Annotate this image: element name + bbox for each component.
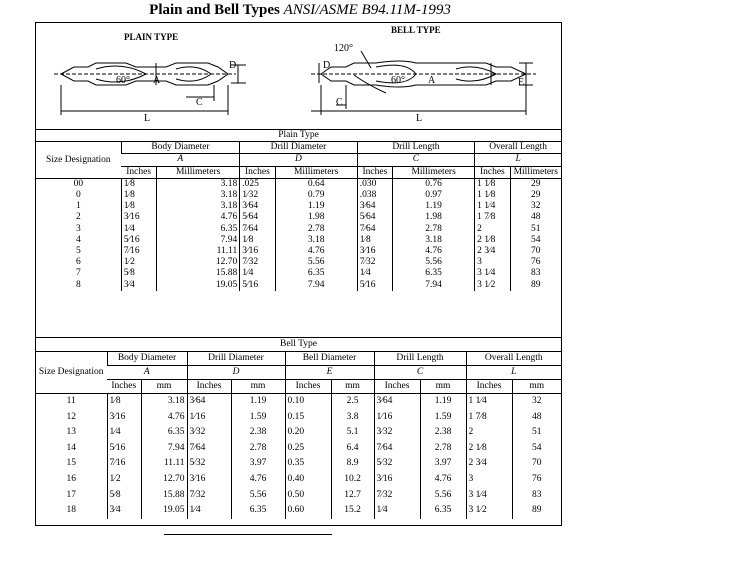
size-cell: 14 <box>66 442 76 453</box>
table-cell: 1.19 <box>393 201 475 212</box>
table-cell: 7⁄64 <box>240 224 275 235</box>
bell-group-header: Body Diameter <box>107 352 187 366</box>
table-cell: 2 1⁄8 <box>475 235 510 246</box>
table-cell: 6.35 <box>157 224 240 235</box>
bell-letter-header: D <box>187 366 285 380</box>
table-cell: 32 <box>512 394 561 410</box>
table-cell: 12.7 <box>331 488 374 504</box>
table-cell: 7.94 <box>157 235 240 246</box>
size-cell: 15 <box>66 458 76 469</box>
table-cell: 83 <box>510 268 561 279</box>
table-cell: 89 <box>512 503 561 519</box>
table-cell: 12.70 <box>157 257 240 268</box>
plain-group-header: Drill Length <box>357 142 474 154</box>
table-cell: 5⁄16 <box>107 441 141 457</box>
table-row <box>36 201 561 212</box>
table-cell: 7.94 <box>141 441 187 457</box>
table-cell: 1.98 <box>275 212 357 223</box>
table-cell: 4.76 <box>157 212 240 223</box>
plain-letter-header: L <box>475 154 561 166</box>
table-cell: 6.35 <box>275 268 357 279</box>
table-cell: 4.76 <box>275 246 357 257</box>
plain-letter-d: D <box>229 60 237 71</box>
bell-type-label: BELL TYPE <box>391 25 441 35</box>
table-cell: 5⁄32 <box>374 456 420 472</box>
plain-unit-header: Inches <box>357 166 392 178</box>
table-cell: 1⁄4 <box>374 503 420 519</box>
table-cell: 1⁄4 <box>357 268 392 279</box>
table-cell: 7.94 <box>275 280 357 291</box>
size-cell: 11 <box>66 396 76 406</box>
table-cell: 0.60 <box>285 503 331 519</box>
bell-letter-header: C <box>374 366 466 380</box>
table-row <box>36 235 561 246</box>
table-row <box>36 503 561 519</box>
plain-group-header: Drill Diameter <box>240 142 357 154</box>
table-cell: 5.56 <box>420 488 466 504</box>
plain-unit-header: Millimeters <box>157 166 240 178</box>
table-cell: 76 <box>510 257 561 268</box>
table-cell: 51 <box>512 425 561 441</box>
bell-top-angle-label: 120° <box>334 43 353 54</box>
bell-unit-header: Inches <box>466 380 512 394</box>
table-cell: 1⁄8 <box>121 178 156 190</box>
table-cell: 1⁄2 <box>121 257 156 268</box>
table-cell: 2.78 <box>275 224 357 235</box>
table-cell: 2 3⁄4 <box>475 246 510 257</box>
bell-type-table <box>36 337 561 519</box>
table-cell: 7⁄32 <box>357 257 392 268</box>
size-cell: 0 <box>75 190 81 201</box>
table-cell: 0.35 <box>285 456 331 472</box>
plain-size-header: Size Designation <box>36 142 121 179</box>
table-cell: 3⁄4 <box>107 503 141 519</box>
table-cell: .038 <box>357 190 392 201</box>
table-cell: 1⁄2 <box>107 472 141 488</box>
plain-unit-header: Inches <box>475 166 510 178</box>
table-cell: 5⁄16 <box>240 280 275 291</box>
table-cell: 48 <box>512 410 561 426</box>
size-cell: 3 <box>75 223 81 234</box>
table-cell: 3⁄16 <box>374 472 420 488</box>
size-cell: 2 <box>75 212 81 223</box>
table-cell: 76 <box>512 472 561 488</box>
table-cell: 0.64 <box>275 178 357 190</box>
table-cell: 1⁄4 <box>107 425 141 441</box>
table-cell: 1⁄8 <box>107 394 141 410</box>
bell-angle-label: 60° <box>391 75 405 86</box>
page-title <box>0 2 600 19</box>
table-cell: 1⁄16 <box>374 410 420 426</box>
plain-section-header <box>36 130 561 142</box>
title-main: Plain and Bell Types <box>149 2 280 18</box>
table-cell: 8.9 <box>331 456 374 472</box>
table-cell: 5⁄64 <box>357 212 392 223</box>
table-row <box>36 224 561 235</box>
table-cell: 1⁄4 <box>187 503 231 519</box>
table-cell: 3⁄16 <box>187 472 231 488</box>
table-row <box>36 394 561 410</box>
table-cell: 2.38 <box>420 425 466 441</box>
footer-rule <box>164 534 332 535</box>
table-cell: 7⁄16 <box>121 246 156 257</box>
size-cell: 00 <box>73 178 84 189</box>
table-row <box>36 178 561 190</box>
table-cell: 3⁄16 <box>107 410 141 426</box>
table-cell: 3 <box>475 257 510 268</box>
plain-group-header: Body Diameter <box>121 142 240 154</box>
plain-unit-header: Inches <box>240 166 275 178</box>
table-cell: 1.98 <box>393 212 475 223</box>
table-cell: 2.78 <box>393 224 475 235</box>
bell-group-header: Drill Length <box>374 352 466 366</box>
table-row <box>36 268 561 279</box>
table-cell: 4.76 <box>141 410 187 426</box>
table-cell: 11.11 <box>157 246 240 257</box>
table-cell: 3.18 <box>157 190 240 201</box>
table-cell: 3.18 <box>275 235 357 246</box>
table-cell: 2.78 <box>420 441 466 457</box>
table-cell: 54 <box>510 235 561 246</box>
table-cell: 54 <box>512 441 561 457</box>
table-cell: 1.59 <box>231 410 285 426</box>
bell-letter-e: E <box>518 77 525 88</box>
size-cell: 17 <box>66 489 76 500</box>
table-cell: 0.50 <box>285 488 331 504</box>
table-row <box>36 246 561 257</box>
bell-letter-l: L <box>416 113 423 124</box>
table-cell: 12.70 <box>141 472 187 488</box>
table-cell: 6.35 <box>393 268 475 279</box>
table-cell: 2 <box>466 425 512 441</box>
spec-box <box>35 22 562 526</box>
plain-unit-header: Millimeters <box>393 166 475 178</box>
table-cell: 1 1⁄8 <box>475 190 510 201</box>
table-cell: 11.11 <box>141 456 187 472</box>
table-cell: 1.19 <box>231 394 285 410</box>
table-cell: 3 1⁄2 <box>475 280 510 291</box>
table-cell: 5⁄16 <box>357 280 392 291</box>
bell-group-header: Drill Diameter <box>187 352 285 366</box>
plain-unit-header: Millimeters <box>510 166 561 178</box>
table-cell: 7⁄64 <box>187 441 231 457</box>
bell-unit-header: Inches <box>107 380 141 394</box>
size-cell: 12 <box>66 411 76 422</box>
table-cell: 3⁄64 <box>187 394 231 410</box>
table-cell: 3 1⁄4 <box>466 488 512 504</box>
table-cell: 7⁄64 <box>357 224 392 235</box>
bell-group-header: Overall Length <box>466 352 561 366</box>
table-cell: 4.76 <box>231 472 285 488</box>
table-cell: 2 <box>475 224 510 235</box>
table-cell: 1 7⁄8 <box>475 212 510 223</box>
table-cell: 19.05 <box>141 503 187 519</box>
bell-unit-header: Inches <box>374 380 420 394</box>
table-cell: 5.56 <box>275 257 357 268</box>
table-cell: 5⁄8 <box>121 268 156 279</box>
bell-unit-header: mm <box>231 380 285 394</box>
table-cell: 83 <box>512 488 561 504</box>
size-cell: 13 <box>66 427 76 438</box>
size-cell: 5 <box>75 246 81 257</box>
table-cell: 2.5 <box>331 394 374 410</box>
table-cell: 3⁄64 <box>240 201 275 212</box>
table-cell: 1.59 <box>420 410 466 426</box>
table-cell: 3.18 <box>393 235 475 246</box>
table-row <box>36 280 561 291</box>
bell-section-title: Bell Type <box>36 338 561 352</box>
bell-letter-header: L <box>466 366 561 380</box>
table-cell: 4.76 <box>393 246 475 257</box>
table-cell: 6.4 <box>331 441 374 457</box>
table-row <box>36 472 561 488</box>
table-row <box>36 425 561 441</box>
table-cell: 3⁄4 <box>121 280 156 291</box>
table-cell: 1⁄32 <box>240 190 275 201</box>
plain-letter-c: C <box>196 97 203 108</box>
table-cell: 4.76 <box>420 472 466 488</box>
table-cell: 1.19 <box>420 394 466 410</box>
size-cell: 16 <box>66 473 76 484</box>
table-cell: 1 1⁄4 <box>466 394 512 410</box>
table-cell: 3 1⁄2 <box>466 503 512 519</box>
table-cell: 15.2 <box>331 503 374 519</box>
table-cell: 1 1⁄4 <box>475 201 510 212</box>
table-cell: 3 <box>466 472 512 488</box>
bell-section-header <box>36 338 561 352</box>
table-cell: 5⁄32 <box>187 456 231 472</box>
plain-letter-header: D <box>240 154 357 166</box>
plain-unit-header: Inches <box>121 166 156 178</box>
table-cell: 3.18 <box>141 394 187 410</box>
bell-unit-header: mm <box>141 380 187 394</box>
bell-unit-row <box>36 380 561 394</box>
table-cell: 7⁄16 <box>107 456 141 472</box>
table-cell: 0.79 <box>275 190 357 201</box>
table-cell: 2 3⁄4 <box>466 456 512 472</box>
plain-group-header: Overall Length <box>475 142 561 154</box>
bell-letter-a: A <box>428 75 436 86</box>
drill-diagrams <box>36 23 561 129</box>
bell-table-body <box>36 394 561 519</box>
table-cell: 7⁄64 <box>374 441 420 457</box>
bell-letter-c: C <box>336 97 343 108</box>
table-cell: 0.76 <box>393 178 475 190</box>
table-cell: 5.56 <box>231 488 285 504</box>
table-cell: .030 <box>357 178 392 190</box>
table-cell: 3⁄16 <box>357 246 392 257</box>
size-cell: 6 <box>75 257 81 268</box>
bell-unit-header: Inches <box>285 380 331 394</box>
table-cell: 10.2 <box>331 472 374 488</box>
table-cell: 70 <box>510 246 561 257</box>
plain-letter-header: A <box>121 154 240 166</box>
size-cell: 1 <box>75 201 81 212</box>
size-cell: 8 <box>75 279 81 290</box>
table-cell: 1⁄16 <box>187 410 231 426</box>
bell-letter-row <box>36 366 561 380</box>
bell-size-header: Size Designation <box>36 352 107 394</box>
table-cell: 3.97 <box>231 456 285 472</box>
size-cell: 18 <box>66 505 76 516</box>
table-cell: 3⁄64 <box>357 201 392 212</box>
table-row <box>36 410 561 426</box>
title-standard: ANSI/ASME B94.11M-1993 <box>283 2 451 18</box>
table-row <box>36 190 561 201</box>
table-cell: 6.35 <box>231 503 285 519</box>
bell-letter-header: E <box>285 366 374 380</box>
table-cell: 0.15 <box>285 410 331 426</box>
bell-group-row <box>36 352 561 366</box>
plain-table-body <box>36 178 561 291</box>
table-cell: 1⁄8 <box>121 201 156 212</box>
table-cell: 6.35 <box>420 503 466 519</box>
table-cell: 5⁄8 <box>107 488 141 504</box>
plain-type-table <box>36 129 561 291</box>
size-cell: 7 <box>75 268 81 279</box>
table-cell: 6.35 <box>141 425 187 441</box>
table-cell: 89 <box>510 280 561 291</box>
table-cell: 3.18 <box>157 201 240 212</box>
table-cell: 32 <box>510 201 561 212</box>
table-cell: 3⁄32 <box>187 425 231 441</box>
bell-letter-header: A <box>107 366 187 380</box>
table-cell: 0.40 <box>285 472 331 488</box>
table-cell: 15.88 <box>141 488 187 504</box>
table-cell: 7⁄32 <box>187 488 231 504</box>
table-cell: 2.38 <box>231 425 285 441</box>
table-cell: 29 <box>510 178 561 190</box>
table-cell: 7.94 <box>393 280 475 291</box>
table-cell: 3⁄16 <box>121 212 156 223</box>
table-row <box>36 212 561 223</box>
table-cell: 5⁄64 <box>240 212 275 223</box>
bell-unit-header: mm <box>331 380 374 394</box>
table-cell: 1 7⁄8 <box>466 410 512 426</box>
table-cell: 2 1⁄8 <box>466 441 512 457</box>
plain-section-title: Plain Type <box>36 130 561 142</box>
table-cell: 0.20 <box>285 425 331 441</box>
table-cell: 3⁄64 <box>374 394 420 410</box>
bell-unit-header: mm <box>512 380 561 394</box>
table-cell: 19.05 <box>157 280 240 291</box>
table-row <box>36 257 561 268</box>
table-cell: 3.97 <box>420 456 466 472</box>
table-cell: 1.19 <box>275 201 357 212</box>
table-cell: 3 1⁄4 <box>475 268 510 279</box>
plain-letter-a: A <box>153 75 161 86</box>
table-cell: 0.25 <box>285 441 331 457</box>
bell-unit-header: mm <box>420 380 466 394</box>
table-cell: 1⁄8 <box>240 235 275 246</box>
table-cell: 1⁄4 <box>121 224 156 235</box>
table-cell: 5⁄16 <box>121 235 156 246</box>
plain-type-label: PLAIN TYPE <box>124 32 179 42</box>
table-row <box>36 488 561 504</box>
plain-letter-header: C <box>357 154 474 166</box>
table-cell: 0.97 <box>393 190 475 201</box>
plain-unit-header: Millimeters <box>275 166 357 178</box>
table-cell: 48 <box>510 212 561 223</box>
table-cell: 2.78 <box>231 441 285 457</box>
table-cell: 5.1 <box>331 425 374 441</box>
table-cell: 3.18 <box>157 178 240 190</box>
table-cell: 3.8 <box>331 410 374 426</box>
table-cell: 15.88 <box>157 268 240 279</box>
table-cell: 3⁄32 <box>374 425 420 441</box>
size-cell: 4 <box>75 234 81 245</box>
plain-letter-l: L <box>144 113 151 124</box>
plain-group-row <box>36 142 561 154</box>
table-cell: 7⁄32 <box>240 257 275 268</box>
table-cell: 0.10 <box>285 394 331 410</box>
bell-letter-d: D <box>323 60 331 71</box>
plain-angle-label: 60° <box>116 75 130 86</box>
table-cell: 1⁄4 <box>240 268 275 279</box>
table-cell: 1 1⁄8 <box>475 178 510 190</box>
table-cell: 5.56 <box>393 257 475 268</box>
table-row <box>36 456 561 472</box>
table-cell: 1⁄8 <box>121 190 156 201</box>
bell-group-header: Bell Diameter <box>285 352 374 366</box>
table-cell: 70 <box>512 456 561 472</box>
bell-unit-header: Inches <box>187 380 231 394</box>
table-cell: 29 <box>510 190 561 201</box>
table-row <box>36 441 561 457</box>
table-cell: 1⁄8 <box>357 235 392 246</box>
table-cell: 3⁄16 <box>240 246 275 257</box>
table-cell: 7⁄32 <box>374 488 420 504</box>
table-cell: 51 <box>510 224 561 235</box>
table-cell: .025 <box>240 178 275 190</box>
